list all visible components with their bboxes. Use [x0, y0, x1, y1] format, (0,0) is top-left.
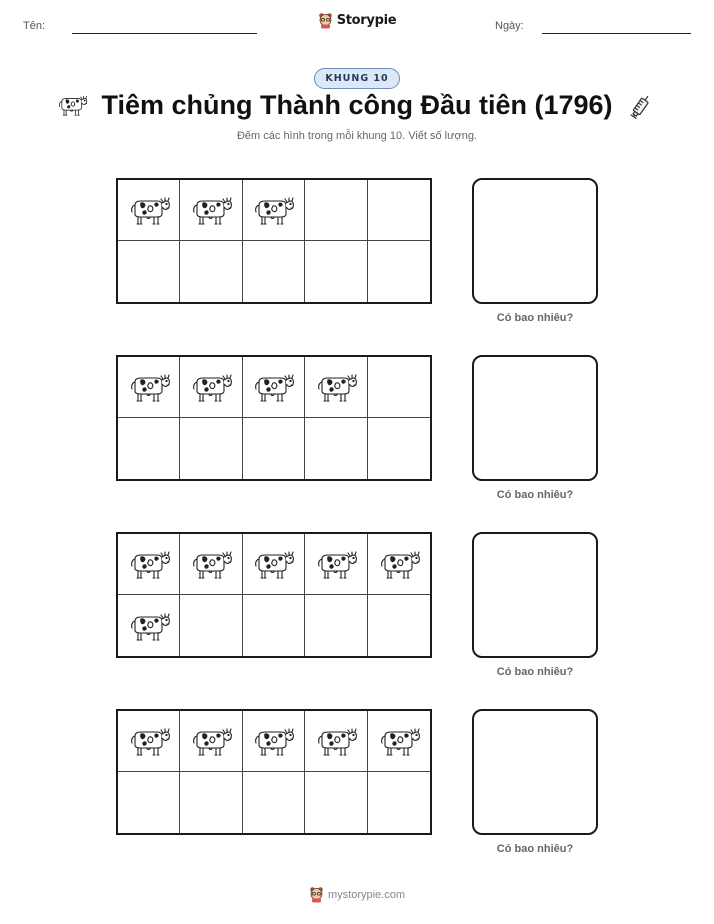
ten-frame-cell — [368, 711, 430, 772]
ten-frame-cell — [368, 241, 430, 302]
date-label: Ngày: — [495, 20, 524, 32]
cow-icon — [127, 547, 171, 581]
answer-question: Có bao nhiêu? — [496, 843, 574, 855]
ten-frame — [116, 532, 432, 658]
answer-box[interactable] — [472, 178, 598, 304]
ten-frame-cell — [305, 241, 367, 302]
cow-icon — [189, 547, 233, 581]
cow-icon — [127, 724, 171, 758]
worksheet-badge: KHUNG 10 — [314, 68, 399, 89]
ten-frame-cell — [243, 357, 305, 418]
ten-frame-cell — [180, 180, 242, 241]
ten-frame-cell — [180, 711, 242, 772]
answer-box[interactable] — [472, 532, 598, 658]
ten-frame-cell — [180, 418, 242, 479]
cow-icon — [189, 370, 233, 404]
answer-box[interactable] — [472, 709, 598, 835]
storypie-mascot-icon — [318, 12, 333, 29]
ten-frame-cell — [180, 595, 242, 656]
cow-icon — [377, 547, 421, 581]
cow-icon — [127, 370, 171, 404]
answer-question: Có bao nhiêu? — [496, 666, 574, 678]
brand-logo — [0, 12, 714, 33]
answer-question: Có bao nhiêu? — [496, 312, 574, 324]
cow-icon — [189, 193, 233, 227]
footer-url: mystorypie.com — [327, 888, 406, 901]
ten-frame-cell — [243, 595, 305, 656]
ten-frame-cell — [118, 357, 180, 418]
cow-icon — [127, 609, 171, 643]
ten-frame-cell — [243, 772, 305, 833]
ten-frame-cell — [305, 418, 367, 479]
ten-frame-cell — [243, 241, 305, 302]
ten-frame-cell — [243, 534, 305, 595]
ten-frame-cell — [305, 711, 367, 772]
ten-frame-cell — [368, 772, 430, 833]
ten-frame-cell — [118, 241, 180, 302]
ten-frame-cell — [118, 418, 180, 479]
cow-icon — [377, 724, 421, 758]
cow-icon — [127, 193, 171, 227]
page-title: Tiêm chủng Thành công Đầu tiên (1796) — [101, 90, 613, 120]
ten-frame-cell — [243, 418, 305, 479]
ten-frame-cell — [305, 534, 367, 595]
cow-icon — [251, 193, 295, 227]
ten-frame — [116, 178, 432, 304]
storypie-mascot-icon — [309, 886, 324, 903]
ten-frame-cell — [243, 180, 305, 241]
ten-frame-cell — [180, 772, 242, 833]
ten-frame — [116, 709, 432, 835]
cow-icon — [251, 724, 295, 758]
ten-frame — [116, 355, 432, 481]
instructions: Đếm các hình trong mỗi khung 10. Viết số lượng. — [236, 130, 477, 142]
ten-frame-cell — [305, 772, 367, 833]
ten-frame-cell — [305, 595, 367, 656]
ten-frame-cell — [118, 534, 180, 595]
ten-frame-cell — [243, 711, 305, 772]
brand-name: Storypie — [336, 13, 397, 28]
answer-box[interactable] — [472, 355, 598, 481]
ten-frame-cell — [368, 357, 430, 418]
ten-frame-cell — [180, 241, 242, 302]
cow-icon — [314, 547, 358, 581]
ten-frame-cell — [118, 711, 180, 772]
cow-icon — [314, 724, 358, 758]
footer — [0, 886, 714, 907]
ten-frame-cell — [368, 595, 430, 656]
ten-frame-cell — [118, 180, 180, 241]
cow-icon — [251, 370, 295, 404]
name-line[interactable] — [72, 33, 257, 34]
ten-frame-cell — [180, 534, 242, 595]
name-label: Tên: — [23, 20, 46, 32]
ten-frame-cell — [368, 534, 430, 595]
cow-icon — [251, 547, 295, 581]
ten-frame-cell — [180, 357, 242, 418]
ten-frame-cell — [118, 595, 180, 656]
ten-frame-cell — [368, 418, 430, 479]
cow-icon — [314, 370, 358, 404]
answer-question: Có bao nhiêu? — [496, 489, 574, 501]
ten-frame-cell — [305, 357, 367, 418]
cow-icon — [189, 724, 233, 758]
ten-frame-cell — [368, 180, 430, 241]
syringe-icon — [627, 91, 655, 125]
ten-frame-cell — [305, 180, 367, 241]
date-line[interactable] — [542, 33, 691, 34]
ten-frame-cell — [118, 772, 180, 833]
